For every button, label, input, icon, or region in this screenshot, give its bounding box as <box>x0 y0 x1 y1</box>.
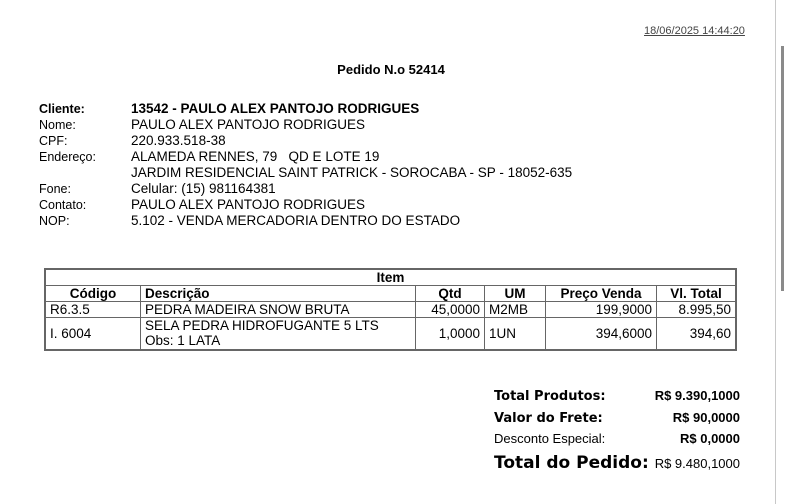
contato-label: Contato: <box>39 198 87 212</box>
total-pedido-row <box>494 453 740 477</box>
cliente-label: Cliente: <box>39 102 85 116</box>
endereco-line2: JARDIM RESIDENCIAL SAINT PATRICK - SOROCABA - SP - 18052-635 <box>131 165 573 180</box>
cell-codigo: I. 6004 <box>45 318 141 350</box>
scrollbar-thumb[interactable] <box>781 46 784 291</box>
total-produtos-value: R$ 9.390,1000 <box>654 388 740 403</box>
table-row <box>45 302 736 318</box>
info-row-nop <box>39 213 572 229</box>
total-produtos-row <box>494 388 740 410</box>
fone-value: Celular: (15) 981164381 <box>131 181 276 196</box>
totals-block <box>494 388 740 477</box>
info-row-contato <box>39 197 572 213</box>
col-um: UM <box>485 286 546 302</box>
desconto-label: Desconto Especial: <box>494 431 606 446</box>
endereco-label-blank <box>39 165 131 181</box>
info-row-fone <box>39 181 572 197</box>
cell-qtd: 45,0000 <box>416 302 485 318</box>
nop-label: NOP: <box>39 214 70 228</box>
desconto-value: R$ 0,0000 <box>680 431 740 446</box>
cliente-value: 13542 - PAULO ALEX PANTOJO RODRIGUES <box>131 101 420 116</box>
frete-value: R$ 90,0000 <box>672 410 740 425</box>
col-codigo: Código <box>45 286 141 302</box>
info-row-endereco <box>39 149 572 165</box>
items-table <box>44 268 737 351</box>
cell-descricao-block <box>141 318 416 350</box>
info-row-cpf <box>39 133 572 149</box>
nome-value: PAULO ALEX PANTOJO RODRIGUES <box>131 117 366 132</box>
cell-preco: 394,6000 <box>546 318 657 350</box>
nome-label: Nome: <box>39 118 76 132</box>
cell-preco: 199,9000 <box>546 302 657 318</box>
table-row <box>45 318 736 350</box>
cell-total: 8.995,50 <box>657 302 737 318</box>
items-caption-row <box>45 269 736 286</box>
contato-value: PAULO ALEX PANTOJO RODRIGUES <box>131 197 366 212</box>
cell-um: M2MB <box>485 302 546 318</box>
frete-row <box>494 410 740 431</box>
fone-label: Fone: <box>39 182 71 196</box>
frete-label: Valor do Frete: <box>494 411 603 426</box>
total-pedido-label: Total do Pedido: <box>494 453 649 473</box>
nop-value: 5.102 - VENDA MERCADORIA DENTRO DO ESTADO <box>131 213 461 228</box>
info-row-nome <box>39 117 572 133</box>
col-descricao: Descrição <box>141 286 416 302</box>
cell-descricao: PEDRA MADEIRA SNOW BRUTA <box>141 302 416 318</box>
endereco-label: Endereço: <box>39 150 96 164</box>
cell-total: 394,60 <box>657 318 737 350</box>
items-header-row <box>45 286 736 302</box>
cpf-value: 220.933.518-38 <box>131 133 226 148</box>
endereco-line1: ALAMEDA RENNES, 79 QD E LOTE 19 <box>131 149 380 164</box>
col-qtd: Qtd <box>416 286 485 302</box>
info-row-endereco-2 <box>39 165 572 181</box>
desconto-row <box>494 431 740 453</box>
cell-um: 1UN <box>485 318 546 350</box>
cell-qtd: 1,0000 <box>416 318 485 350</box>
vertical-scrollbar[interactable] <box>775 0 785 504</box>
items-caption: Item <box>45 269 736 286</box>
cpf-label: CPF: <box>39 134 68 148</box>
cell-obs: Obs: 1 LATA <box>145 333 221 349</box>
customer-info <box>39 101 572 229</box>
col-vl-total: Vl. Total <box>657 286 737 302</box>
col-preco-venda: Preço Venda <box>546 286 657 302</box>
cell-descricao: SELA PEDRA HIDROFUGANTE 5 LTS <box>145 318 379 334</box>
print-timestamp: 18/06/2025 14:44:20 <box>644 25 745 37</box>
order-title: Pedido N.o 52414 <box>337 62 445 77</box>
total-produtos-label: Total Produtos: <box>494 389 606 404</box>
info-row-cliente <box>39 101 572 117</box>
cell-codigo: R6.3.5 <box>45 302 141 318</box>
total-pedido-value: R$ 9.480,1000 <box>654 456 740 471</box>
